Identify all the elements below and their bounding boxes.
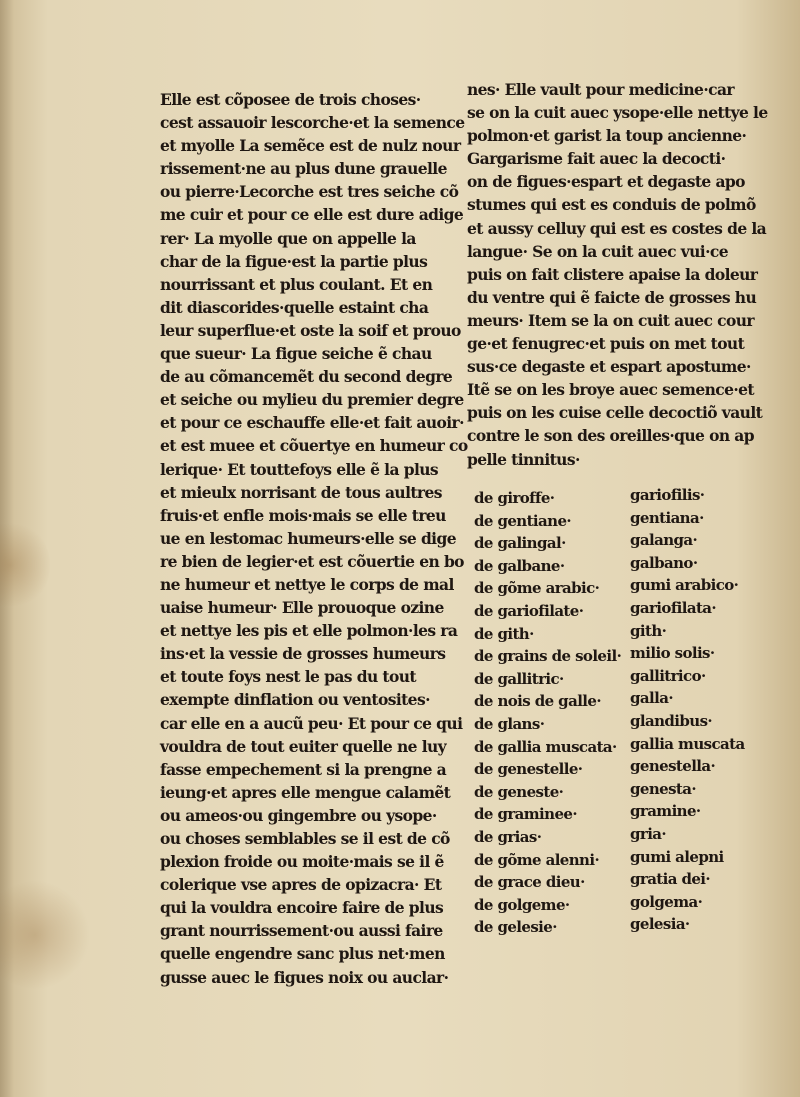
text-line: et nettye les pis et elle polmon·les ra xyxy=(160,621,458,641)
glossary-entry: de giroffe· xyxy=(474,489,555,507)
text-line: colerique vse apres de opizacra· Et xyxy=(160,875,442,895)
text-line: et aussy celluy qui est es costes de la xyxy=(467,218,767,238)
glossary-entry: de gallitric· xyxy=(474,669,564,688)
glossary-entry: galbano· xyxy=(630,553,698,572)
glossary-french-terms xyxy=(474,487,621,939)
left-text-column xyxy=(160,88,468,989)
text-line: dit diascorides·quelle estaint cha xyxy=(160,297,429,317)
text-line: puis on les cuise celle decoctiõ vault xyxy=(467,403,763,423)
text-line: polmon·et garist la toup ancienne· xyxy=(467,126,747,146)
glossary-entry: galla· xyxy=(630,689,673,708)
text-line: ou choses semblables se il est de cõ xyxy=(160,829,450,848)
text-line: et toute foys nest le pas du tout xyxy=(160,667,416,687)
glossary-entry: de grias· xyxy=(474,827,542,846)
glossary-entry: gariofilis· xyxy=(630,486,705,504)
glossary-latin-terms xyxy=(630,484,745,936)
glossary-entry: de geneste· xyxy=(474,782,564,801)
text-line: plexion froide ou moite·mais se il ẽ xyxy=(160,852,444,872)
glossary-entry: de gõme alenni· xyxy=(474,850,600,869)
glossary-entry: de gariofilate· xyxy=(474,601,584,620)
text-line: qui la vouldra encoire faire de plus xyxy=(160,898,444,918)
text-line: grant nourrissement·ou aussi faire xyxy=(160,921,443,941)
glossary-entry: gumi alepni xyxy=(630,847,724,866)
text-line: lerique· Et touttefoys elle ẽ la plus xyxy=(160,459,439,479)
text-line: ieung·et apres elle mengue calamẽt xyxy=(160,782,451,802)
glossary-entry: de glans· xyxy=(474,714,545,733)
text-line: que sueur· La figue seiche ẽ chau xyxy=(160,344,432,364)
glossary-entry: de nois de galle· xyxy=(474,692,601,711)
glossary-entry: genesta· xyxy=(630,779,696,798)
glossary-entry: de graminee· xyxy=(474,805,577,824)
text-line: contre le son des oreilles·que on ap xyxy=(467,426,754,446)
text-line: et pour ce eschauffe elle·et fait auoir· xyxy=(160,413,464,433)
glossary-entry: gallitrico· xyxy=(630,666,706,685)
text-line: leur superflue·et oste la soif et prouo xyxy=(160,320,461,340)
text-line: vouldra de tout euiter quelle ne luy xyxy=(160,736,447,756)
glossary-entry: de gentiane· xyxy=(474,511,572,530)
glossary-entry: glandibus· xyxy=(630,711,713,730)
text-line: stumes qui est es conduis de polmõ xyxy=(467,195,756,215)
glossary-entry: gumi arabico· xyxy=(630,576,739,595)
glossary-entry: de gith· xyxy=(474,624,534,643)
glossary-entry: gramine· xyxy=(630,802,701,821)
text-line: pelle tinnitus· xyxy=(467,449,580,469)
text-line: du ventre qui ẽ faicte de grosses hu xyxy=(467,287,757,307)
right-text-column xyxy=(467,78,767,471)
glossary-entry: golgema· xyxy=(630,892,703,911)
text-line: langue· Se on la cuit auec vui·ce xyxy=(467,241,728,261)
glossary-entry: de grains de soleil· xyxy=(474,647,622,666)
text-line: Itẽ se on les broye auec semence·et xyxy=(467,380,754,400)
glossary-entry: de galingal· xyxy=(474,534,566,553)
text-line: et mieulx norrisant de tous aultres xyxy=(160,482,442,502)
text-line: ou pierre·Lecorche est tres seiche cõ xyxy=(160,182,459,202)
glossary-entry: gratia dei· xyxy=(630,870,711,889)
text-line: exempte dinflation ou ventosites· xyxy=(160,690,430,710)
glossary-entry: de golgeme· xyxy=(474,895,570,914)
text-line: et myolle La semẽce est de nulz nour xyxy=(160,136,461,156)
text-line: Gargarisme fait auec la decocti· xyxy=(467,149,726,169)
glossary-entry: de gallia muscata· xyxy=(474,737,617,756)
text-line: de au cõmancemẽt du second degre xyxy=(160,367,453,387)
glossary-entry: gallia muscata xyxy=(630,734,745,753)
text-line: ne humeur et nettye le corps de mal xyxy=(160,574,454,594)
glossary-entry: gelesia· xyxy=(630,915,690,934)
text-line: gusse auec le figues noix ou auclar· xyxy=(160,967,449,987)
stain-mark xyxy=(0,880,90,990)
text-line: se on la cuit auec ysope·elle nettye le xyxy=(467,103,768,123)
glossary-entry: gariofilata· xyxy=(630,598,717,617)
text-line: sus·ce degaste et espart apostume· xyxy=(467,357,751,377)
text-line: et seiche ou mylieu du premier degre xyxy=(160,390,464,410)
text-line: char de la figue·est la partie plus xyxy=(160,251,428,271)
text-line: re bien de legier·et est cõuertie en bo xyxy=(160,551,464,571)
glossary-entry: gentiana· xyxy=(630,508,704,527)
glossary-entry: de genestelle· xyxy=(474,760,583,779)
text-line: ge·et fenugrec·et puis on met tout xyxy=(467,334,745,354)
text-line: et est muee et cõuertye en humeur co xyxy=(160,436,468,456)
glossary-entry: gria· xyxy=(630,824,667,843)
text-line: quelle engendre sanc plus net·men xyxy=(160,944,445,964)
text-line: meurs· Item se la on cuit auec cour xyxy=(467,310,754,330)
text-line: ou ameos·ou gingembre ou ysope· xyxy=(160,805,437,825)
text-line: uaise humeur· Elle prouoque ozine xyxy=(160,598,444,618)
stain-mark xyxy=(0,520,50,610)
glossary-entry: genestella· xyxy=(630,757,716,776)
glossary-entry: de grace dieu· xyxy=(474,873,585,892)
glossary-entry: milio solis· xyxy=(630,644,715,663)
text-line: fruis·et enfle mois·mais se elle treu xyxy=(160,505,446,525)
text-line: rer· La myolle que on appelle la xyxy=(160,228,416,248)
text-line: Elle est cõposee de trois choses· xyxy=(160,90,421,109)
text-line: cest assauoir lescorche·et la semence xyxy=(160,113,465,133)
text-line: on de figues·espart et degaste apo xyxy=(467,172,745,192)
text-line: rissement·ne au plus dune grauelle xyxy=(160,159,447,179)
text-line: ue en lestomac humeurs·elle se dige xyxy=(160,528,456,548)
glossary-entry: gith· xyxy=(630,621,667,640)
text-line: nourrissant et plus coulant. Et en xyxy=(160,274,433,294)
text-line: puis on fait clistere apaise la doleur xyxy=(467,264,758,284)
text-line: car elle en a aucũ peu· Et pour ce qui xyxy=(160,713,463,733)
glossary-entry: de gelesie· xyxy=(474,918,557,937)
glossary-entry: de galbane· xyxy=(474,556,565,575)
text-line: nes· Elle vault pour medicine·car xyxy=(467,80,734,99)
text-line: me cuir et pour ce elle est dure adige xyxy=(160,205,464,225)
text-line: fasse empechement si la prengne a xyxy=(160,759,447,779)
glossary-entry: de gõme arabic· xyxy=(474,579,600,598)
glossary-entry: galanga· xyxy=(630,531,698,550)
text-line: ins·et la vessie de grosses humeurs xyxy=(160,644,446,664)
